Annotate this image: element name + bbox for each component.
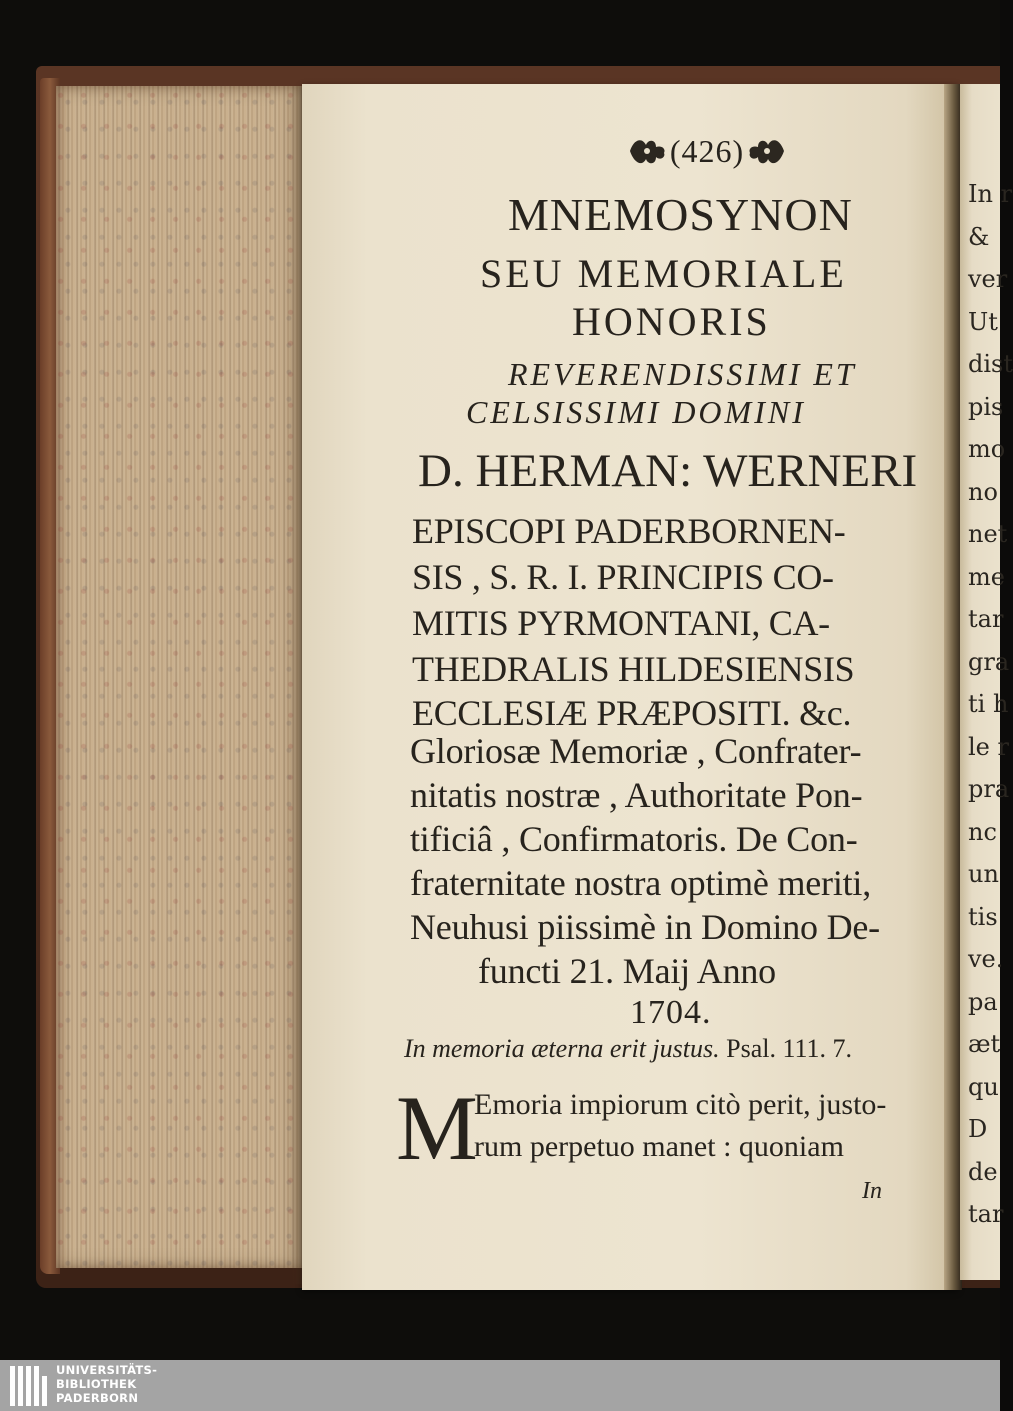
facing-page-fragment: In r [968,180,1013,208]
caps-line-4: THEDRALIS HILDESIENSIS [412,649,855,689]
body-line-1: Gloriosæ Memoriæ , Confrater- [410,731,862,771]
facing-page-fragment: tar [968,605,1004,633]
page-header [612,128,802,174]
library-logo-icon [8,1364,52,1408]
facing-page-fragment: de [968,1157,998,1186]
title-line-1: MNEMOSYNON [508,189,853,240]
title-line-3: HONORIS [572,299,771,344]
left-ornament-icon [626,133,668,169]
caps-line-3: MITIS PYRMONTANI, CA- [412,603,830,643]
logo-line-1: UNIVERSITÄTS- [56,1363,158,1377]
motto-reference: Psal. 111. 7. [726,1034,853,1063]
title-line-2: SEU MEMORIALE [480,251,847,296]
right-ornament-icon [746,133,788,169]
catchword: In [862,1178,882,1204]
facing-page-fragment: gra [968,647,1010,676]
facing-page-fragment: æt [968,1030,1001,1058]
facing-page-fragment: nc [968,817,997,846]
text-line-2: rum perpetuo manet : quoniam [474,1130,844,1163]
body-line-4: fraternitate nostra optimè meriti, [410,863,872,903]
facing-page-fragment: le r [968,732,1009,761]
facing-page-fragment: Ut [968,307,998,336]
facing-page-fragment: mo [968,435,1006,463]
facing-page-fragment: ve. [968,945,1004,973]
name-line: D. HERMAN: WERNERI [418,445,918,497]
facing-page-fragment: no [968,477,998,506]
motto-line [404,1034,852,1064]
facing-page-fragment: un [968,860,999,888]
page-number: (426) [669,132,745,169]
body-line-3: tificiâ , Confirmatoris. De Con- [410,819,858,859]
facing-page-fragment: ver [968,265,1008,293]
facing-page-fragment: dist [968,350,1013,378]
facing-page-fragment: me [968,562,1005,591]
italic-line-2: CELSISSIMI DOMINI [466,394,806,430]
facing-page-fragment: ti h [968,690,1009,718]
text-line-1: Emoria impiorum citò perit, justo- [474,1088,887,1121]
italic-line-1: REVERENDISSIMI ET [508,356,857,392]
facing-page-fragment: qu [968,1072,999,1101]
page-number-value: 426 [681,132,733,169]
logo-line-3: PADERBORN [56,1391,139,1405]
drop-cap: M [396,1077,478,1179]
caps-line-1: EPISCOPI PADERBORNEN- [412,511,846,551]
caps-line-5: ECCLESIÆ PRÆPOSITI. &c. [412,693,852,733]
footer-bar [0,1360,1000,1411]
facing-page-fragment: pa [968,987,998,1016]
facing-page-fragment: D [968,1115,988,1143]
motto-text: In memoria æterna erit justus. [404,1034,720,1063]
library-logo-text [56,1363,157,1405]
year-line: 1704. [630,994,712,1031]
facing-page [960,84,1013,1280]
body-line-6: functi 21. Maij Anno [478,951,776,991]
facing-page-fragment: net [968,520,1008,548]
logo-line-2: BIBLIOTHEK [56,1377,137,1391]
facing-page-fragment: & [968,222,990,251]
page-fore-edge [56,86,308,1268]
facing-page-fragment: tis [968,902,998,931]
facing-page-fragment: pis [968,392,1004,421]
facing-page-fragment: pra [968,775,1010,803]
body-line-5: Neuhusi piissimè in Domino De- [410,907,880,947]
body-line-2: nitatis nostræ , Authoritate Pon- [410,775,863,815]
caps-line-2: SIS , S. R. I. PRINCIPIS CO- [412,557,834,597]
facing-page-fragment: tar [968,1200,1004,1228]
